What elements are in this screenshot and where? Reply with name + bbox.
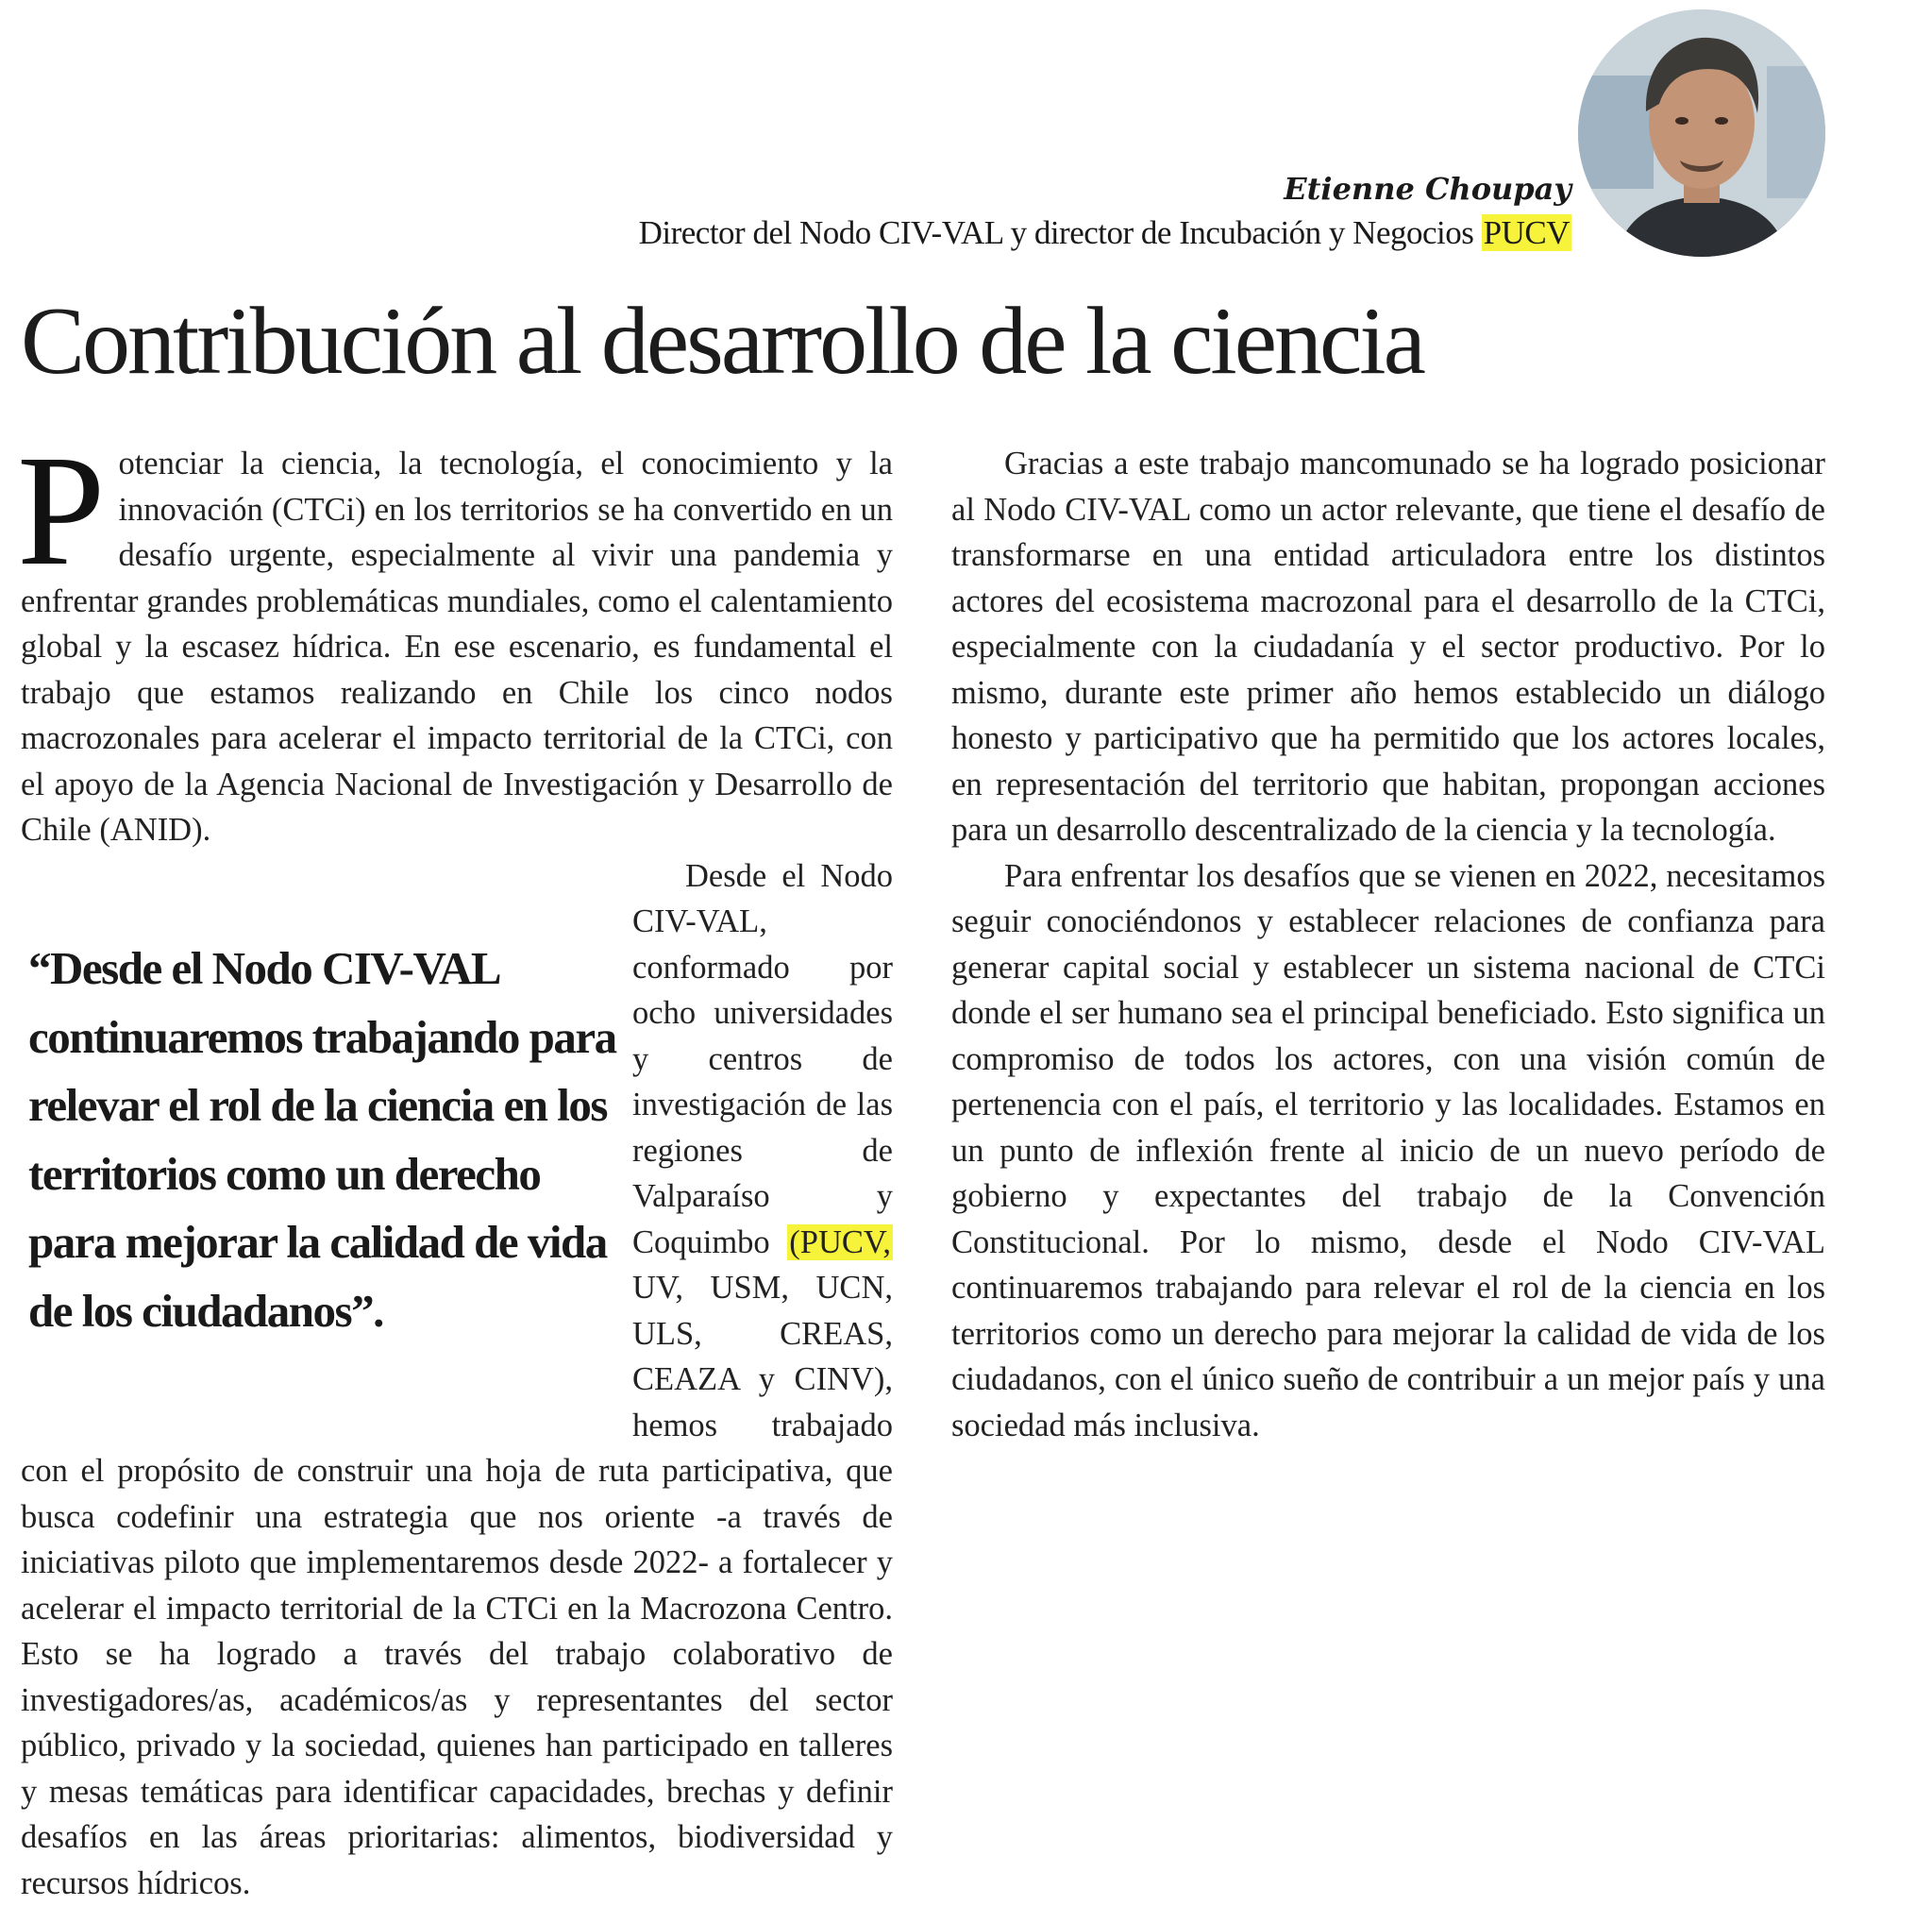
paragraph-4: Para enfrentar los desafíos que se vienen en 2022, necesitamos seguir conociéndonos y establecer relaciones de confianza para generar capital social y establecer un sistema nacional de CTCi donde el ser humano sea el principal beneficiado. Esto significa un compromiso de todos los actores, con una visión común de pertenencia con el país, el territorio y las localidades. Estamos en un punto de inflexión frente al inicio de un nuevo período de gobierno y expectantes del trabajo de la Convención Constitucional. Por lo mismo, desde el Nodo CIV-VAL continuaremos trabajando para relevar el rol de la ciencia en los territorios como un derecho para mejorar la calidad de vida de los ciudadanos, con el único sueño de contribuir a un mejor país y una sociedad más inclusiva. — [951, 853, 1825, 1449]
author-photo — [1578, 9, 1825, 257]
drop-cap: P — [17, 450, 105, 571]
author-role — [639, 210, 1571, 257]
author-role-highlight: PUCV — [1482, 214, 1571, 251]
author-role-text: Director del Nodo CIV-VAL y director de Incubación y Negocios — [639, 214, 1474, 251]
article-headline: Contribución al desarrollo de la ciencia — [21, 276, 1531, 408]
paragraph-1 — [21, 441, 893, 853]
author-portrait-illustration — [1578, 9, 1825, 257]
author-name: Etienne Choupay — [639, 168, 1571, 210]
paragraph-2-text-b: UV, USM, UCN, ULS, CREAS, CEAZA y CINV), hemos trabajado con el propósito de construir una hoja de ruta participativa, que busca codefinir una estrategia que nos oriente -a través de iniciativas piloto que implementaremos desde 2022- a fortalecer y acelerar el impacto territorial de la CTCi en la Macrozona Centro. Esto se ha logrado a través del trabajo colaborativo de investigadores/as, académicos/as y representantes del sector público, privado y la sociedad, quienes han participado en talleres y mesas temáticas para identificar capacidades, brechas y definir desafíos en las áreas prioritarias: alimentos, biodiversidad y recursos hídricos. — [21, 1270, 893, 1901]
paragraph-1-text: otenciar la ciencia, la tecnología, el conocimiento y la innovación (CTCi) en los territorios se ha convertido en un desafío urgente, especialmente al vivir una pandemia y enfrentar grandes problemáticas mundiales, como el calentamiento global y la escasez hídrica. En ese escenario, es fundamental el trabajo que estamos realizando en Chile los cinco nodos macrozonales para acelerar el impacto territorial de la CTCi, con el apoyo de la Agencia Nacional de Investigación y Desarrollo de Chile (ANID). — [21, 446, 893, 848]
author-byline — [639, 168, 1571, 257]
paragraph-2-text-a: Desde el Nodo CIV-VAL, conformado por ocho universidades y centros de investigación de las regiones de Valparaíso y Coquimbo — [632, 858, 893, 1260]
article-column-right — [951, 441, 1825, 1448]
pull-quote: “Desde el Nodo CIV-VAL continuaremos trabajando para relevar el rol de la ciencia en los territorios como un derecho para mejorar la calidad de vida de los ciudadanos”. — [28, 935, 632, 1345]
pucv-highlight: (PUCV, — [787, 1224, 893, 1260]
paragraph-3: Gracias a este trabajo mancomunado se ha logrado posicionar al Nodo CIV-VAL como un actor relevante, que tiene el desafío de transformarse en una entidad articuladora entre los distintos actores del ecosistema macrozonal para el desarrollo de la CTCi, especialmente con la ciudadanía y el sector productivo. Por lo mismo, durante este primer año hemos establecido un diálogo honesto y participativo que ha permitido que los actores locales, en representación del territorio que habitan, propongan acciones para un desarrollo descentralizado de la ciencia y la tecnología. — [951, 441, 1825, 853]
